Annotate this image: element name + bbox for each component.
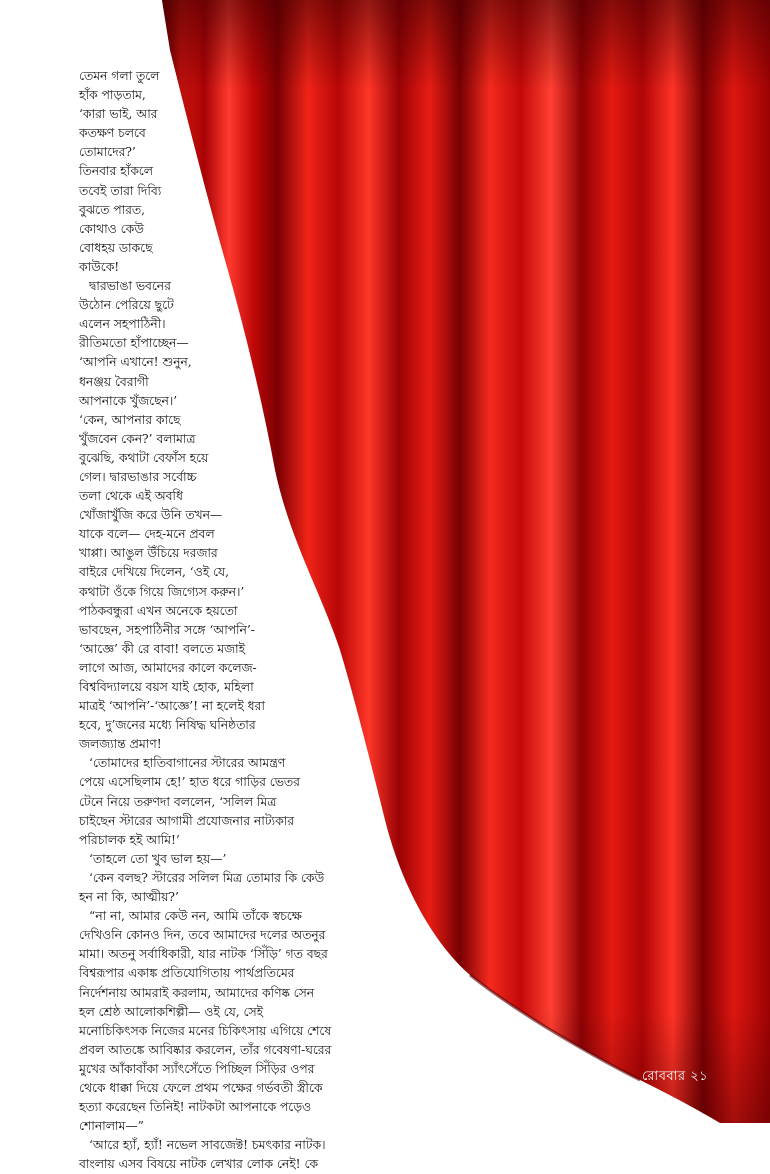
article-line: ‘আজ্ঞে’ কী রে বাবা! বলতে মজাই	[79, 641, 246, 656]
article-line: কথাটা ওঁকে গিয়ে জিগ্যেস করুন।’	[79, 584, 245, 599]
article-line: ‘আরে হ্যাঁ, হ্যাঁ! নভেল সাবজেক্ট! চমৎকার নাটক।	[89, 1138, 326, 1153]
article-line: আপনাকে খুঁজছেন।’	[79, 393, 178, 408]
article-line: পরিচালক হই আমি!’	[79, 832, 180, 847]
article-body	[79, 67, 379, 1174]
article-line: খোঁজাখুঁজি করে উনি তখন—	[79, 508, 223, 523]
article-line: কতক্ষণ চলবে	[79, 126, 146, 141]
article-line: পাঠকবন্ধুরা এখন অনেকে হয়তো	[79, 603, 238, 618]
article-line: ‘তাহলে তো খুব ভাল হয়—’	[89, 851, 227, 866]
article-line: দেখিওনি কোনও দিন, তবে আমাদের দলের অতনুর	[79, 928, 326, 943]
article-line: হল শ্রেষ্ঠ আলোকশিল্পী— ওই যে, সেই	[79, 1004, 264, 1019]
article-line: শোনালাম—”	[79, 1119, 144, 1134]
article-line: বিশ্ববিদ্যালয়ে বয়স যাই হোক, মহিলা	[79, 680, 254, 694]
article-line: টেনে নিয়ে তরুণদা বললেন, ‘সলিল মিত্র	[79, 794, 277, 809]
article-line: উঠোন পেরিয়ে ছুটে	[79, 298, 174, 313]
article-line: বাইরে দেখিয়ে দিলেন, ‘ওই যে,	[79, 565, 230, 580]
article-line: তবেই তারা দিব্যি	[79, 183, 162, 198]
article-line: পেয়ে এসেছিলাম হে!’ হাত ধরে গাড়ির ভেতর	[79, 775, 300, 790]
article-line: বুঝতে পারত,	[79, 202, 146, 217]
article-line: “না না, আমার কেউ নন, আমি তাঁকে স্বচক্ষে	[89, 909, 302, 924]
article-line: বিশ্বরূপার একাঙ্ক প্রতিযোগিতায় পার্থপ্রতিমের	[79, 966, 295, 981]
article-line: মাত্রই ‘আপনি’-‘আজ্ঞে’! না হলেই ধরা	[79, 699, 265, 714]
article-line: হাঁক পাড়তাম,	[79, 88, 146, 103]
article-line: বাংলায় এসব বিষয়ে নাটক লেখার লোক নেই! কে	[79, 1157, 319, 1172]
article-line: এলেন সহপাঠিনী।	[79, 317, 166, 332]
article-line: ভাবছেন, সহপাঠিনীর সঙ্গে ‘আপনি’-	[79, 622, 255, 637]
page-number-label: রোববার ২১	[642, 1069, 709, 1084]
article-line: লাগে আজ, আমাদের কালে কলেজ-	[79, 660, 257, 675]
article-line: তেমন গলা তুলে	[79, 69, 160, 83]
article-line: তোমাদের?’	[79, 145, 136, 160]
article-line: বোধহয় ডাকছে	[79, 240, 153, 255]
article-line: মুখের আঁকাবাঁকা স্যাঁৎসেঁতে পিচ্ছিল সিঁড়ির ওপর	[79, 1061, 315, 1076]
article-line: থেকে ধাক্কা দিয়ে ফেলে প্রথম পক্ষের গর্ভবতী স্ত্রীকে	[79, 1080, 323, 1095]
article-line: খুঁজবেন কেন?’ বলামাত্র	[79, 431, 196, 446]
article-line: জলজ্যান্ত প্রমাণ!	[79, 737, 162, 752]
article-line: যাকে বলে— দেহ-মনে প্রবল	[79, 527, 215, 542]
article-line: বুঝেছি, কথাটা বেফাঁস হয়ে	[79, 450, 209, 465]
article-line: কোথাও কেউ	[79, 221, 144, 236]
article-line: চাইছেন স্টারের আগামী প্রযোজনার নাট্যকার	[79, 813, 295, 828]
article-line: ‘কারা ভাই, আর	[79, 107, 158, 122]
article-line: মামা। অতনু সর্বাধিকারী, যার নাটক ‘সিঁড়ি’ গত বছর	[79, 947, 328, 962]
article-line: কাউকে!	[79, 259, 120, 274]
article-line: খাপ্পা। আঙুল উঁচিয়ে দরজার	[79, 546, 218, 561]
article-line: হন না কি, আত্মীয়?’	[79, 890, 179, 905]
article-line: ‘আপনি এখানে! শুনুন,	[79, 355, 192, 370]
article-line: তিনবার হাঁকলে	[79, 164, 153, 179]
article-line: হবে, দু’জনের মধ্যে নিষিদ্ধ ঘনিষ্ঠতার	[79, 718, 256, 733]
article-line: রীতিমতো হাঁপাচ্ছেন—	[79, 336, 189, 351]
article-line: প্রবল আতঙ্কে আবিষ্কার করলেন, তাঁর গবেষণা-ঘরের	[79, 1042, 332, 1057]
article-line: হত্যা করেছেন তিনিই! নাটকটা আপনাকে পড়েও	[79, 1100, 312, 1115]
article-line: দ্বারভাঙা ভবনের	[89, 279, 171, 294]
article-line: গেল। দ্বারভাঙার সর্বোচ্চ	[79, 469, 197, 484]
article-line: ‘কেন, আপনার কাছে	[79, 412, 181, 427]
article-line: নির্দেশনায় আমরাই করলাম, আমাদের কণিষ্ক সেন	[79, 985, 315, 1000]
article-line: ‘তোমাদের হাতিবাগানের স্টারের আমন্ত্রণ	[89, 756, 286, 771]
article-line: মনোচিকিৎসক নিজের মনের চিকিৎসায় এগিয়ে শেষে	[79, 1023, 332, 1038]
article-line: তলা থেকে এই অবধি	[79, 489, 183, 504]
article-line: ‘কেন বলছ? স্টারের সলিল মিত্র তোমার কি কেউ	[89, 870, 325, 885]
article-line: ধনঞ্জয় বৈরাগী	[79, 374, 149, 389]
